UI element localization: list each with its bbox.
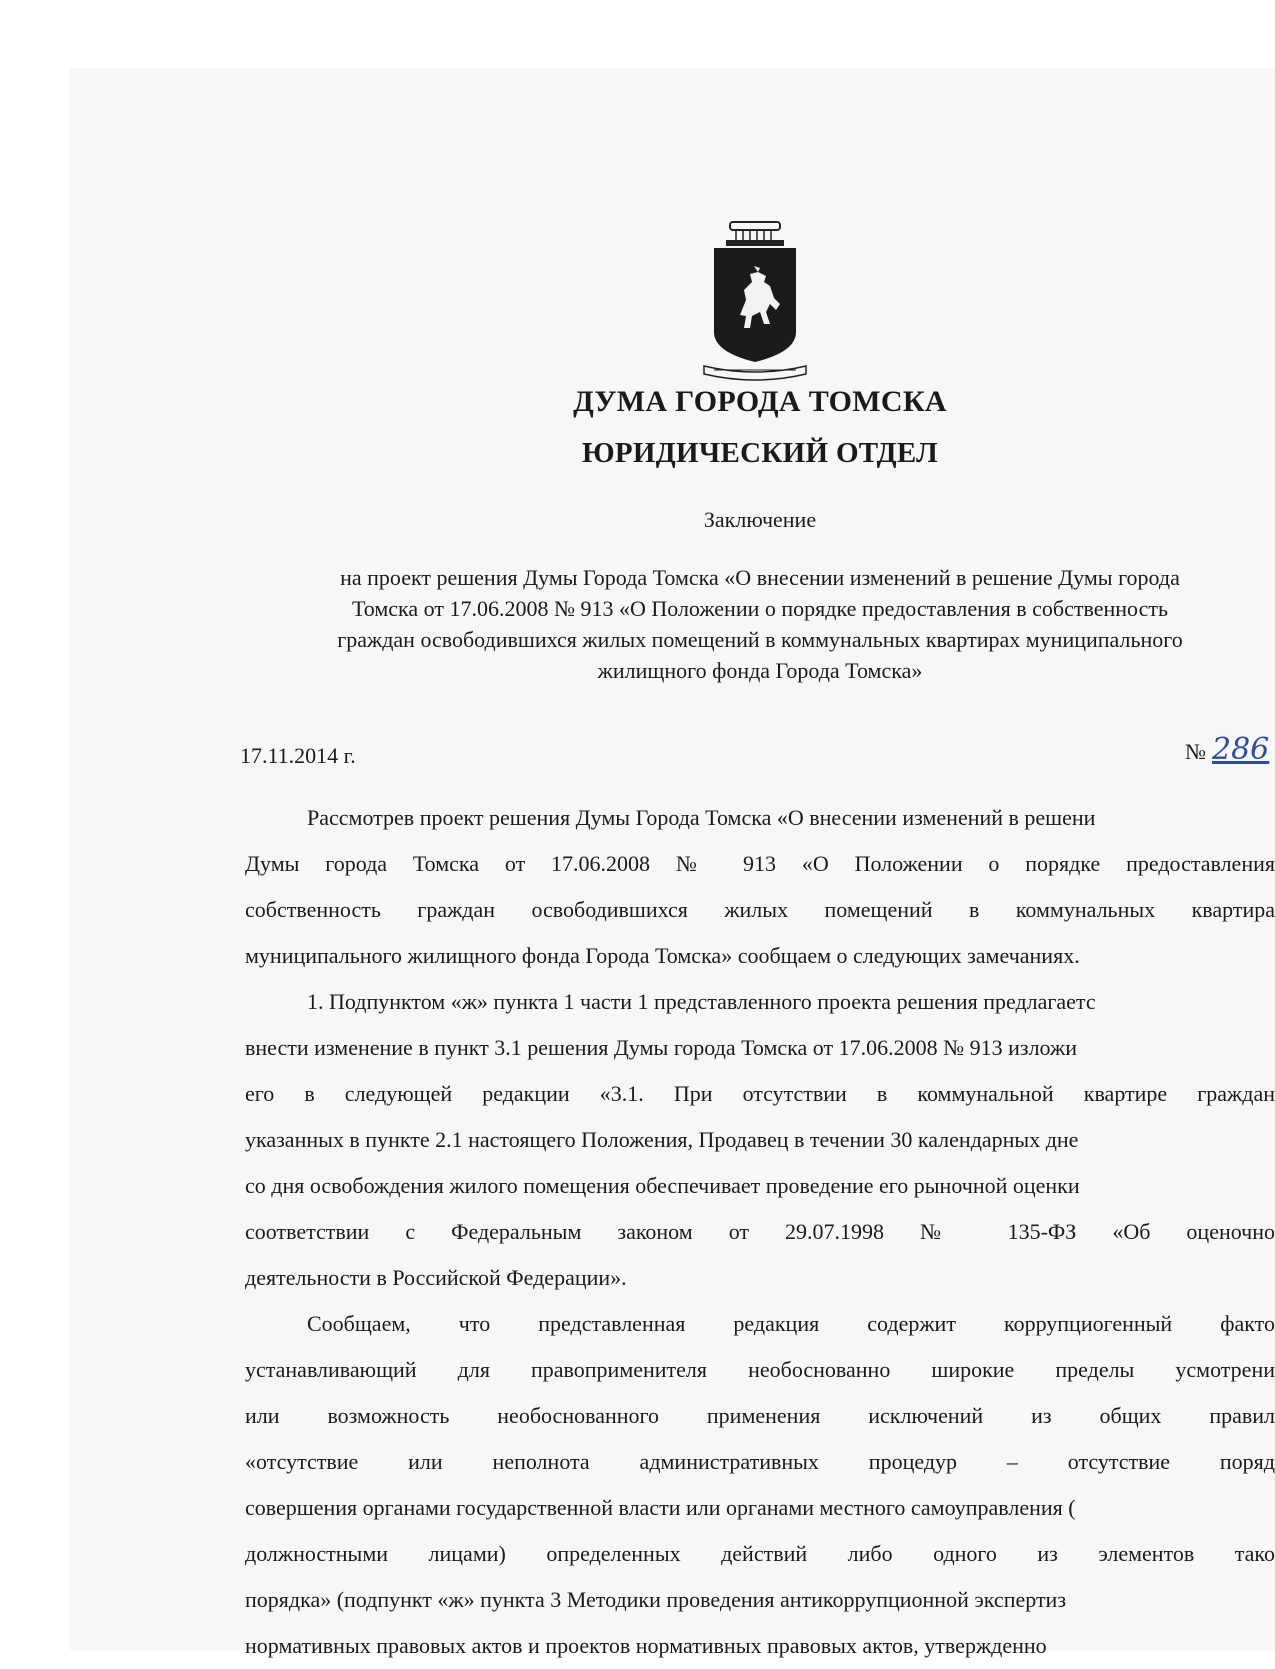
body-line: внести изменение в пункт 3.1 решения Думы города Томска от 17.06.2008 № 913 изложи (245, 1035, 1077, 1060)
org-title: ДУМА ГОРОДА ТОМСКА (573, 385, 947, 418)
body-line: совершения органами государственной власти или органами местного самоуправления ( (245, 1495, 1076, 1520)
department-title: ЮРИДИЧЕСКИЙ ОТДЕЛ (581, 437, 939, 469)
body-line: собственность граждан освободившихся жилых помещений в коммунальных квартира (245, 897, 1275, 922)
body-line: 1. Подпунктом «ж» пункта 1 части 1 представленного проекта решения предлагаетс (307, 989, 1096, 1014)
body-line: Рассмотрев проект решения Думы Города Томска «О внесении изменений в решени (307, 805, 1096, 830)
body-line: муниципального жилищного фонда Города Томска» сообщаем о следующих замечаниях. (245, 943, 1080, 968)
body-line: со дня освобождения жилого помещения обеспечивает проведение его рыночной оценки (245, 1173, 1080, 1198)
subject-line: на проект решения Думы Города Томска «О внесении изменений в решение Думы города (340, 565, 1180, 590)
body-line: или возможность необоснованного применения исключений из общих правил (245, 1403, 1275, 1428)
body-line: нормативных правовых актов и проектов нормативных правовых актов, утвержденно (245, 1633, 1047, 1658)
document-number (1185, 732, 1269, 767)
document-type: Заключение (703, 507, 817, 532)
document-body (245, 795, 1275, 1669)
handwritten-number: 286 (1212, 732, 1270, 767)
body-line: «отсутствие или неполнота административных процедур – отсутствие поряд (245, 1449, 1275, 1474)
body-line: Сообщаем, что представленная редакция содержит коррупциогенный факто (307, 1311, 1275, 1336)
subject-line: граждан освободившихся жилых помещений в коммунальных квартирах муниципального (337, 627, 1183, 652)
subject-line: жилищного фонда Города Томска» (597, 658, 923, 683)
body-line: Думы города Томска от 17.06.2008 № 913 «О Положении о порядке предоставления (245, 851, 1275, 876)
body-line: должностными лицами) определенных действий либо одного из элементов тако (245, 1541, 1275, 1566)
document-date: 17.11.2014 г. (240, 743, 356, 768)
number-prefix: № (1185, 739, 1206, 764)
body-line: деятельности в Российской Федерации». (245, 1265, 627, 1290)
body-line: устанавливающий для правоприменителя необоснованно широкие пределы усмотрени (245, 1357, 1275, 1382)
body-line: порядка» (подпункт «ж» пункта 3 Методики проведения антикоррупционной экспертиз (245, 1587, 1067, 1612)
body-line: указанных в пункте 2.1 настоящего Положения, Продавец в течении 30 календарных дне (245, 1127, 1079, 1152)
tomsk-coat-of-arms-icon (700, 220, 810, 385)
subject-line: Томска от 17.06.2008 № 913 «О Положении о порядке предоставления в собственность (351, 596, 1169, 621)
body-line: соответствии с Федеральным законом от 29.07.1998 № 135-ФЗ «Об оценочно (245, 1219, 1275, 1244)
body-line: его в следующей редакции «3.1. При отсутствии в коммунальной квартире граждан (245, 1081, 1275, 1106)
document-subject (240, 562, 1275, 686)
